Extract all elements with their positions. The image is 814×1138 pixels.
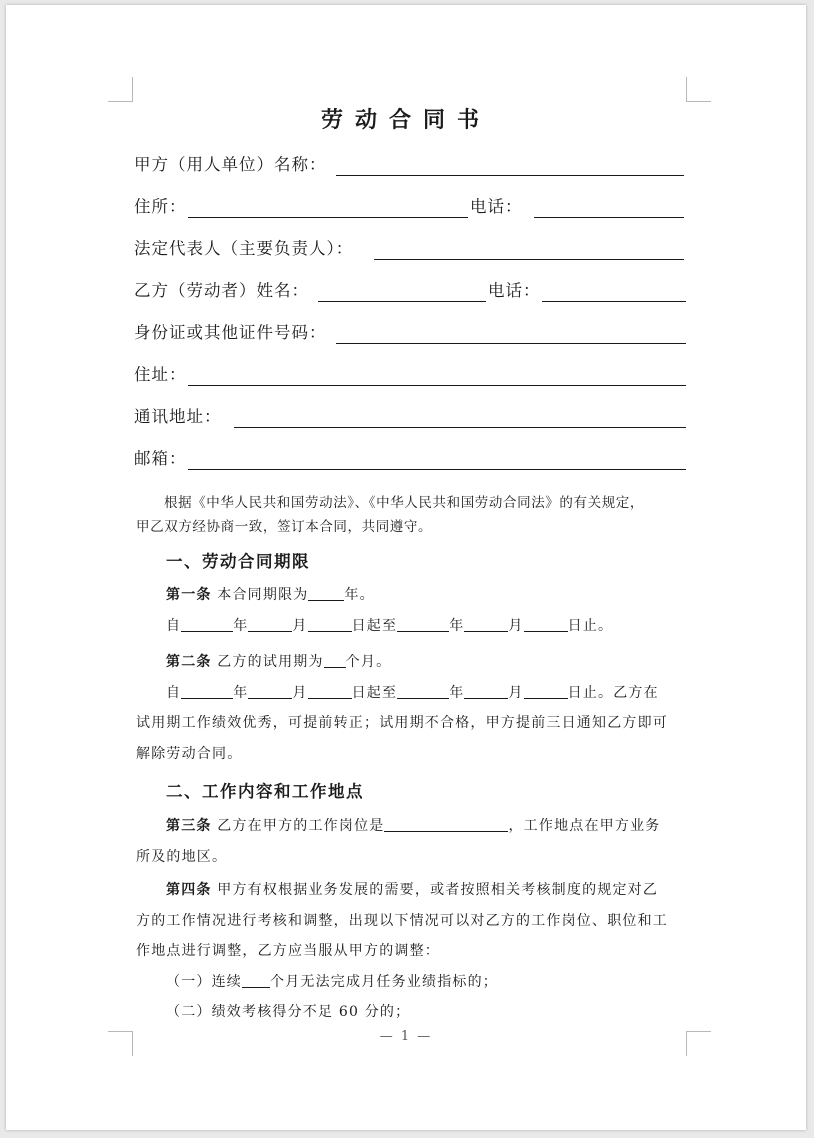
day-to-text: 日止。乙方在 (567, 684, 659, 701)
day-from-text: 日起至 (351, 617, 398, 634)
article-1-text-b: 年。 (344, 587, 375, 603)
email-label: 邮箱： (134, 449, 187, 468)
id-number-row (134, 321, 686, 345)
year-text: 年 (449, 617, 465, 634)
crop-mark-top-right (686, 77, 711, 102)
preamble-line-1: 根据《中华人民共和国劳动法》、《中华人民共和国劳动合同法》的有关规定， (164, 495, 644, 511)
residence-label: 住址： (134, 365, 187, 384)
end-day-blank[interactable] (524, 617, 568, 632)
employer-phone-blank[interactable] (534, 217, 684, 218)
year-text: 年 (449, 684, 465, 701)
page-number: — 1 — (379, 1029, 433, 1044)
end-year-blank[interactable] (397, 617, 449, 632)
employer-name-blank[interactable] (336, 175, 684, 176)
end-month-blank[interactable] (464, 617, 508, 632)
probation-start-month-blank[interactable] (248, 684, 292, 699)
preamble-line-2: 甲乙双方经协商一致，签订本合同，共同遵守。 (136, 519, 433, 535)
period-from-text: 自 (166, 684, 182, 701)
employer-name-label: 甲方（用人单位）名称： (134, 155, 327, 174)
article-1-label: 第一条 (166, 587, 212, 603)
article-2-text-a: 乙方的试用期为 (217, 654, 324, 670)
section-1-heading: 一、劳动合同期限 (166, 552, 310, 571)
employee-name-label: 乙方（劳动者）姓名： (134, 281, 309, 300)
article-4-item-2: （二）绩效考核得分不足 60 分的； (166, 1004, 411, 1020)
month-text: 月 (292, 684, 308, 701)
article-3-label: 第三条 (166, 818, 212, 834)
article-2-period (136, 678, 692, 709)
mailing-address-row (134, 405, 686, 429)
email-row (134, 447, 686, 471)
employee-name-blank[interactable] (318, 301, 486, 302)
employer-phone-label: 电话： (470, 197, 523, 216)
legal-rep-row (134, 237, 686, 261)
article-3-text-a: 乙方在甲方的工作岗位是 (217, 818, 385, 834)
probation-months-blank[interactable] (324, 653, 346, 668)
preamble (136, 491, 692, 539)
article-3 (136, 811, 692, 872)
address-row (134, 195, 686, 219)
month-text: 月 (508, 684, 524, 701)
probation-end-day-blank[interactable] (524, 684, 568, 699)
start-month-blank[interactable] (248, 617, 292, 632)
article-1-text-a: 本合同期限为 (217, 587, 309, 603)
section-2-heading: 二、工作内容和工作地点 (166, 782, 364, 801)
id-number-label: 身份证或其他证件号码： (134, 323, 327, 342)
employee-name-row (134, 279, 686, 303)
article-2-text-b: 个月。 (345, 654, 392, 670)
probation-start-year-blank[interactable] (181, 684, 233, 699)
consecutive-months-blank[interactable] (242, 973, 270, 988)
address-blank[interactable] (188, 217, 468, 218)
article-1-period (136, 611, 692, 642)
employee-phone-label: 电话： (488, 281, 541, 300)
day-to-text: 日止。 (567, 617, 614, 634)
day-from-text: 日起至 (351, 684, 398, 701)
article-2-line-3: 解除劳动合同。 (136, 745, 243, 762)
employer-name-row (134, 153, 686, 177)
year-text: 年 (233, 617, 249, 634)
job-position-blank[interactable] (384, 817, 508, 832)
start-day-blank[interactable] (308, 617, 352, 632)
article-3-line-2: 所及的地区。 (136, 848, 228, 865)
document-title: 劳动合同书 (320, 107, 491, 133)
probation-start-day-blank[interactable] (308, 684, 352, 699)
probation-end-month-blank[interactable] (464, 684, 508, 699)
month-text: 月 (508, 617, 524, 634)
article-4 (136, 875, 692, 1028)
mailing-address-blank[interactable] (234, 427, 686, 428)
start-year-blank[interactable] (181, 617, 233, 632)
article-2-label: 第二条 (166, 654, 212, 670)
article-3-text-b: ，工作地点在甲方业务 (508, 818, 661, 834)
mailing-address-label: 通讯地址： (134, 407, 222, 426)
article-2-line-2: 试用期工作绩效优秀，可提前转正；试用期不合格，甲方提前三日通知乙方即可 (136, 715, 668, 731)
article-4-item-1 (136, 967, 692, 998)
email-blank[interactable] (188, 469, 686, 470)
legal-rep-label: 法定代表人（主要负责人）： (134, 239, 354, 258)
article-4-line-1: 甲方有权根据业务发展的需要，或者按照相关考核制度的规定对乙 (217, 882, 659, 898)
article-4-line-2: 方的工作情况进行考核和调整，出现以下情况可以对乙方的工作岗位、职位和工 (136, 912, 668, 929)
article-4-label: 第四条 (166, 882, 212, 898)
article-1 (136, 580, 692, 641)
id-number-blank[interactable] (336, 343, 686, 344)
article-2 (136, 647, 692, 769)
legal-rep-blank[interactable] (374, 259, 684, 260)
residence-row (134, 363, 686, 387)
item-1-suffix: 个月无法完成月任务业绩指标的； (270, 973, 498, 990)
period-from-text: 自 (166, 617, 182, 634)
contract-years-blank[interactable] (308, 586, 344, 601)
document-page (6, 5, 806, 1130)
item-1-prefix: （一）连续 (166, 973, 242, 990)
year-text: 年 (233, 684, 249, 701)
probation-end-year-blank[interactable] (397, 684, 449, 699)
employee-phone-blank[interactable] (542, 301, 686, 302)
article-4-line-3: 作地点进行调整，乙方应当服从甲方的调整： (136, 943, 440, 959)
address-label: 住所： (134, 197, 187, 216)
crop-mark-top-left (108, 77, 133, 102)
residence-blank[interactable] (188, 385, 686, 386)
month-text: 月 (292, 617, 308, 634)
